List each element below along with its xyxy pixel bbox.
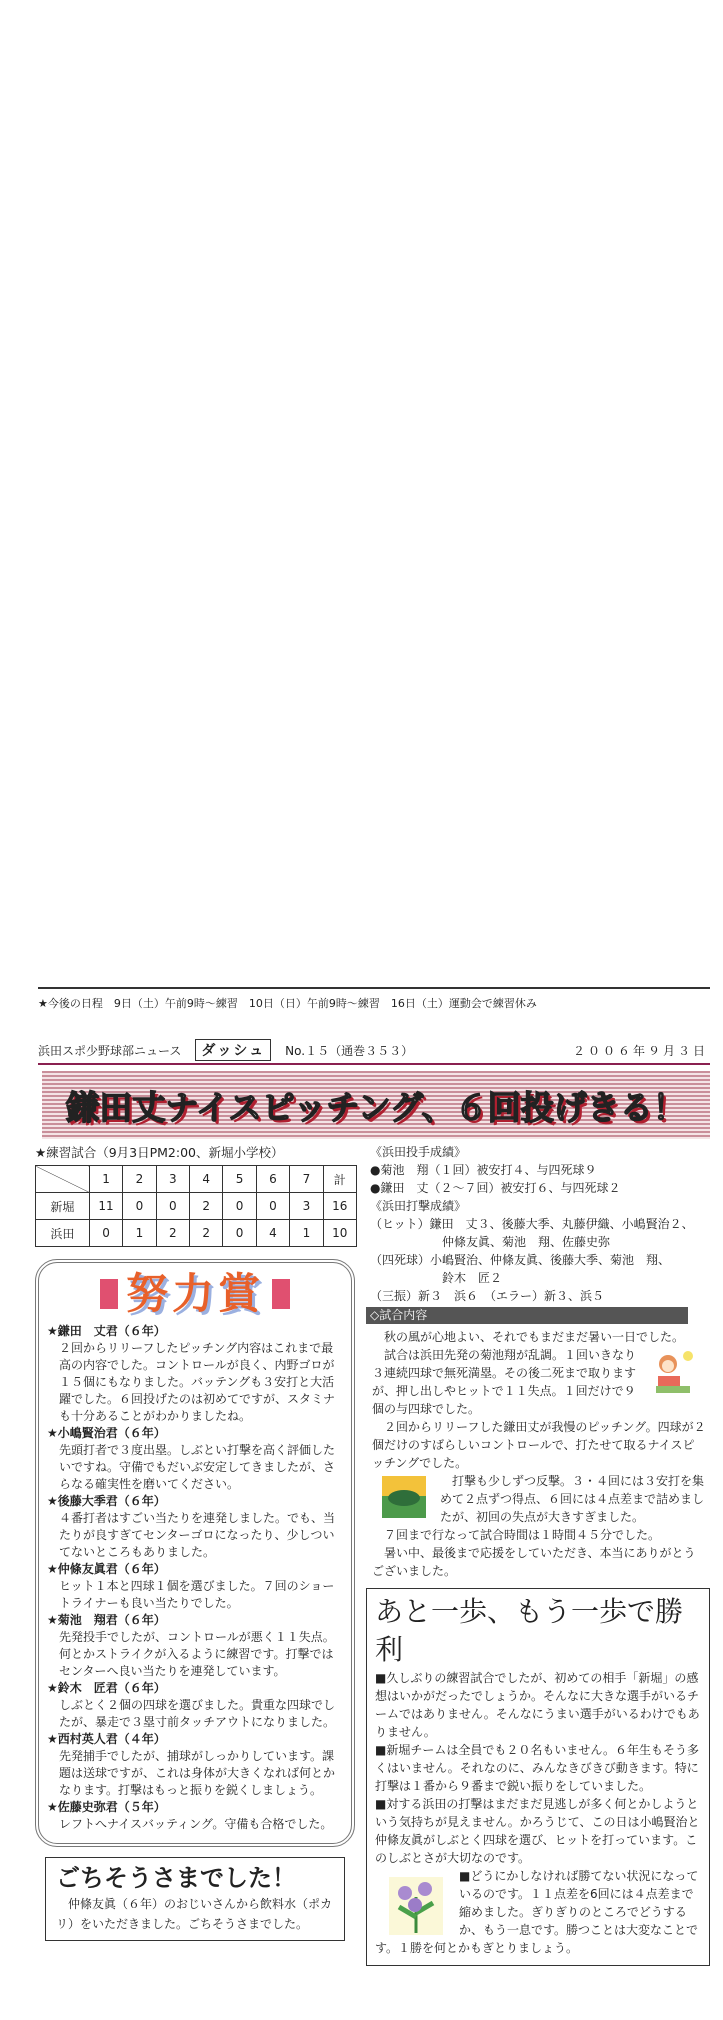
- award-entry: [47, 1799, 343, 1833]
- player-name: ★鎌田 丈君（６年）: [47, 1324, 166, 1338]
- award-box: [35, 1259, 355, 1847]
- award-entry: [47, 1612, 343, 1680]
- score-row: [36, 1193, 357, 1220]
- player-comment: ヒット１本と四球１個を選びました。７回のショートライナーも良い当たりでした。: [59, 1579, 335, 1610]
- column-paragraph: ■対する浜田の打撃はまだまだ見逃しが多く何とかしようという気持ちが見えません。かろうじて、この日は小嶋賢治と仲條友眞がしぶとく四球を選び、ヒットを打っています。このしぶとさが大切なのです。: [375, 1797, 700, 1865]
- thanks-box: [45, 1857, 345, 1941]
- inning-header: 1: [89, 1166, 122, 1193]
- report-paragraph: ２回からリリーフした鎌田丈が我慢のピッチング。四球が２個だけのすばらしいコントロールで、打たせて取るナイスピッチングでした。: [372, 1420, 706, 1470]
- score-cell: 2: [190, 1193, 223, 1220]
- pitching-line: ●菊池 翔（１回）被安打４、与四死球９: [370, 1163, 597, 1177]
- hits-line: 仲條友眞、菊池 翔、佐藤史弥: [442, 1235, 611, 1249]
- score-cell: 0: [256, 1193, 289, 1220]
- score-cell: 4: [256, 1220, 289, 1247]
- game-report: [366, 1324, 710, 1580]
- player-comment: 先発投手でしたが、コントロールが悪く１１失点。何とかストライクが入るように練習です。打撃ではセンターへ良い当たりを連発しています。: [59, 1630, 335, 1678]
- batting-heading: 《浜田打撃成績》: [370, 1199, 467, 1213]
- score-row: [36, 1220, 357, 1247]
- team-name: 浜田: [36, 1220, 90, 1247]
- corner-cell: [36, 1166, 90, 1193]
- award-heading: 努力賞: [125, 1269, 264, 1318]
- strikeouts-errors-line: （三振）新３ 浜６ （エラー）新３、浜５: [370, 1289, 605, 1303]
- report-paragraph: 打撃も少しずつ反撃。３・４回には３安打を集めて２点ずつ得点、６回には４点差まで詰めましたが、初回の失点が大きすぎました。: [440, 1474, 705, 1524]
- report-paragraph: 秋の風が心地よい、それでもまだまだ暑い一日でした。: [372, 1330, 685, 1344]
- issue-date: ２００６年９月３日: [572, 1043, 708, 1058]
- score-cell: 3: [290, 1193, 323, 1220]
- player-comment: しぶとく２個の四球を選びました。貴重な四球でしたが、暴走で３塁寸前タッチアウトになりました。: [59, 1698, 336, 1729]
- column-box: [366, 1588, 710, 1966]
- player-comment: ２回からリリーフしたピッチング内容はこれまで最高の内容でした。コントロールが良く、内野ゴロが１５個にもなりました。バッテングも３安打と大活躍でした。６回投げたのは初めてですが、スタミナも十分あることがわかりましたね。: [59, 1341, 336, 1423]
- score-cell: 0: [123, 1193, 156, 1220]
- footer: [38, 987, 710, 1013]
- player-name: ★仲條友眞君（６年）: [47, 1562, 166, 1576]
- thanks-text: 仲條友眞（６年）のおじいさんから飲料水（ポカリ）をいただきました。ごちそうさまでした。: [56, 1897, 333, 1931]
- total-cell: 16: [323, 1193, 356, 1220]
- player-name: ★佐藤史弥君（５年）: [47, 1800, 166, 1814]
- flower-illustration: [389, 1877, 443, 1935]
- player-comment: レフトへナイスバッティング。守備も合格でした。: [59, 1817, 333, 1831]
- award-entry: [47, 1425, 343, 1493]
- player-name: ★小嶋賢治君（６年）: [47, 1426, 166, 1440]
- hits-line: （ヒット）鎌田 丈３、後藤大季、丸藤伊織、小嶋賢治２、: [370, 1217, 694, 1231]
- player-name: ★菊池 翔君（６年）: [47, 1613, 166, 1627]
- inning-header: 4: [190, 1166, 223, 1193]
- player-name: ★鈴木 匠君（６年）: [47, 1681, 166, 1695]
- square-bullet-icon: [100, 1279, 118, 1309]
- thanks-title: ごちそうさまでした！: [56, 1864, 296, 1892]
- report-paragraph: 試合は浜田先発の菊池翔が乱調。１回いきなり３連続四球で無死満塁。その後二死まで取りますが、押し出しやヒットで１１失点。１回だけで９個の与四球でした。: [372, 1348, 637, 1416]
- total-header: 計: [323, 1166, 356, 1193]
- masthead: [38, 1039, 708, 1061]
- game-stats: [366, 1143, 710, 1305]
- player-comment: 先頭打者で３度出塁。しぶとい打撃を高く評価したいですね。守備でもだいぶ安定してきましたが、さらなる確実性を磨いてください。: [59, 1443, 336, 1491]
- award-entry: [47, 1561, 343, 1612]
- inning-header: 7: [290, 1166, 323, 1193]
- score-cell: 1: [123, 1220, 156, 1247]
- column-paragraph: ■どうにかしなければ勝てない状況になっているのです。１１点差を6回には４点差まで縮めました。ぎりぎりのところでどうするか、もう一息です。勝つことは大変なことです。１勝を何とかもぎとりましょう。: [375, 1869, 699, 1955]
- score-cell: 0: [223, 1193, 256, 1220]
- award-entry: [47, 1323, 343, 1425]
- award-entry: [47, 1731, 343, 1799]
- report-heading: ◇試合内容: [366, 1307, 688, 1324]
- pitching-heading: 《浜田投手成績》: [370, 1145, 467, 1159]
- column-paragraph: ■久しぶりの練習試合でしたが、初めての相手「新堀」の感想はいかがだったでしょうか。そんなに大きな選手がいるチームではありません。そんなにうまい選手がいるわけでもありません。: [375, 1671, 700, 1739]
- score-cell: 11: [89, 1193, 122, 1220]
- scoreboard: [35, 1165, 357, 1247]
- schedule: ★今後の日程 9日（土）午前9時〜練習 10日（日）午前9時〜練習 16日（土）運動会で練習休み: [38, 997, 537, 1010]
- newsletter-name: ダッシュ: [195, 1039, 271, 1061]
- award-title: [47, 1269, 343, 1319]
- column-paragraph: ■新堀チームは全員でも２０名もいません。６年生もそう多くはいません。それなのに、みんなきびきび動きます。特に打撃は１番から９番まで鋭い振りをしていました。: [375, 1743, 700, 1793]
- score-cell: 0: [89, 1220, 122, 1247]
- paper-name: 浜田スポ少野球部ニュース: [38, 1043, 182, 1058]
- headline: 鎌田丈ナイスピッチング、６回投げきる！: [66, 1087, 686, 1127]
- score-cell: 0: [156, 1193, 189, 1220]
- player-comment: ４番打者はすごい当たりを連発しました。でも、当たりが良すぎてセンターゴロになったり、少しついてないところもありました。: [59, 1511, 336, 1559]
- score-cell: 1: [290, 1220, 323, 1247]
- girl-illustration: [652, 1348, 696, 1396]
- inning-header: 6: [256, 1166, 289, 1193]
- player-name: ★西村英人君（４年）: [47, 1732, 166, 1746]
- award-entry: [47, 1680, 343, 1731]
- column-title: あと一歩、もう一歩で勝利: [375, 1595, 684, 1666]
- walks-line: （四死球）小嶋賢治、仲條友眞、後藤大季、菊池 翔、: [370, 1253, 671, 1267]
- footer-rule: [38, 987, 710, 989]
- score-cell: 0: [223, 1220, 256, 1247]
- inning-header: 3: [156, 1166, 189, 1193]
- player-name: ★後藤大季君（６年）: [47, 1494, 166, 1508]
- report-paragraph: ７回まで行なって試合時間は１時間４５分でした。: [372, 1528, 661, 1542]
- right-column: [366, 1143, 710, 1966]
- header-rule: [38, 1063, 710, 1065]
- left-column: [35, 1143, 357, 1941]
- inning-header: 2: [123, 1166, 156, 1193]
- square-bullet-icon: [272, 1279, 290, 1309]
- award-entry: [47, 1493, 343, 1561]
- total-cell: 10: [323, 1220, 356, 1247]
- headline-banner: [42, 1071, 710, 1139]
- team-name: 新堀: [36, 1193, 90, 1220]
- field-illustration: [382, 1476, 426, 1518]
- score-cell: 2: [190, 1220, 223, 1247]
- pitching-line: ●鎌田 丈（２〜７回）被安打６、与四死球２: [370, 1181, 621, 1195]
- issue-number: No.１５（通巻３５３）: [285, 1043, 414, 1058]
- walks-line: 鈴木 匠２: [442, 1271, 503, 1285]
- player-comment: 先発捕手でしたが、捕球がしっかりしています。課題は送球ですが、これは身体が大きくなれば何とかなります。打撃はもっと振りを鋭くしましょう。: [59, 1749, 336, 1797]
- report-paragraph: 暑い中、最後まで応援をしていただき、本当にありがとうございました。: [372, 1546, 696, 1578]
- inning-header: 5: [223, 1166, 256, 1193]
- match-caption: ★練習試合（9月3日PM2:00、新堀小学校）: [35, 1145, 284, 1160]
- score-cell: 2: [156, 1220, 189, 1247]
